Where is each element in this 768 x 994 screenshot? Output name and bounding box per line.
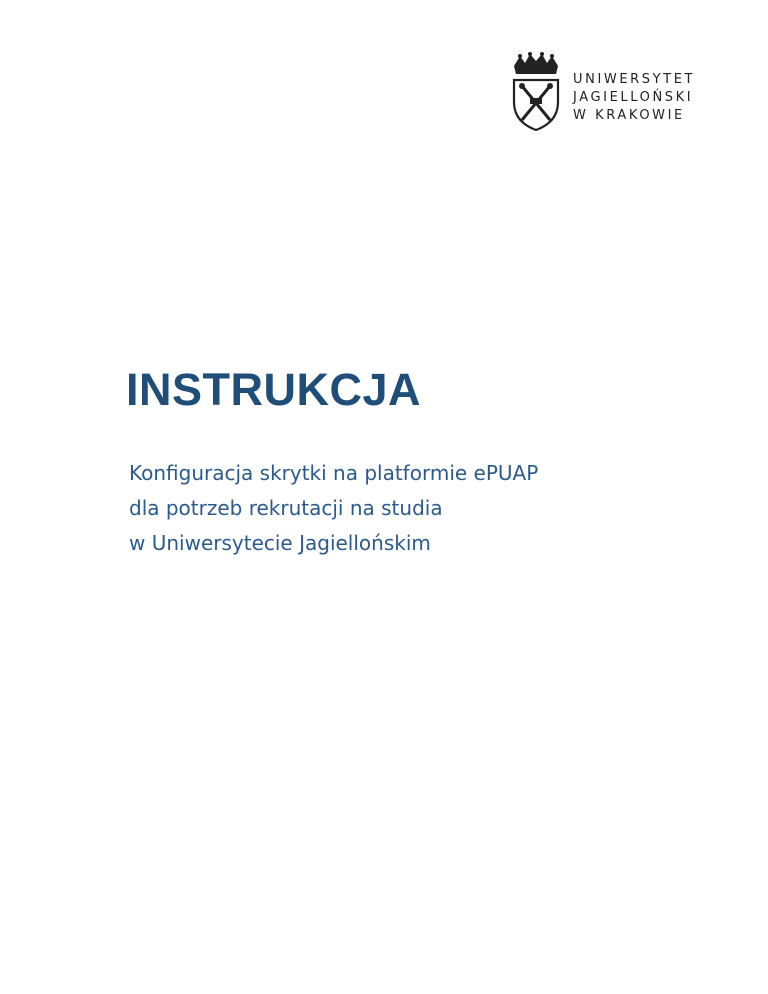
university-name — [573, 71, 695, 125]
university-name-line3: W KRAKOWIE — [573, 108, 685, 123]
subtitle-line-3: w Uniwersytecie Jagiellońskim — [129, 531, 431, 555]
university-name-line1: UNIWERSYTET — [573, 72, 696, 87]
subtitle-line-2: dla potrzeb rekrutacji na studia — [129, 496, 443, 520]
document-subtitle — [129, 456, 538, 561]
subtitle-line-1: Konfiguracja skrytki na platformie ePUAP — [129, 461, 539, 485]
university-name-line2: JAGIELLOŃSKI — [573, 90, 694, 105]
university-logo — [510, 52, 720, 136]
crest-icon — [510, 52, 562, 132]
document-title: INSTRUKCJA — [126, 364, 422, 415]
